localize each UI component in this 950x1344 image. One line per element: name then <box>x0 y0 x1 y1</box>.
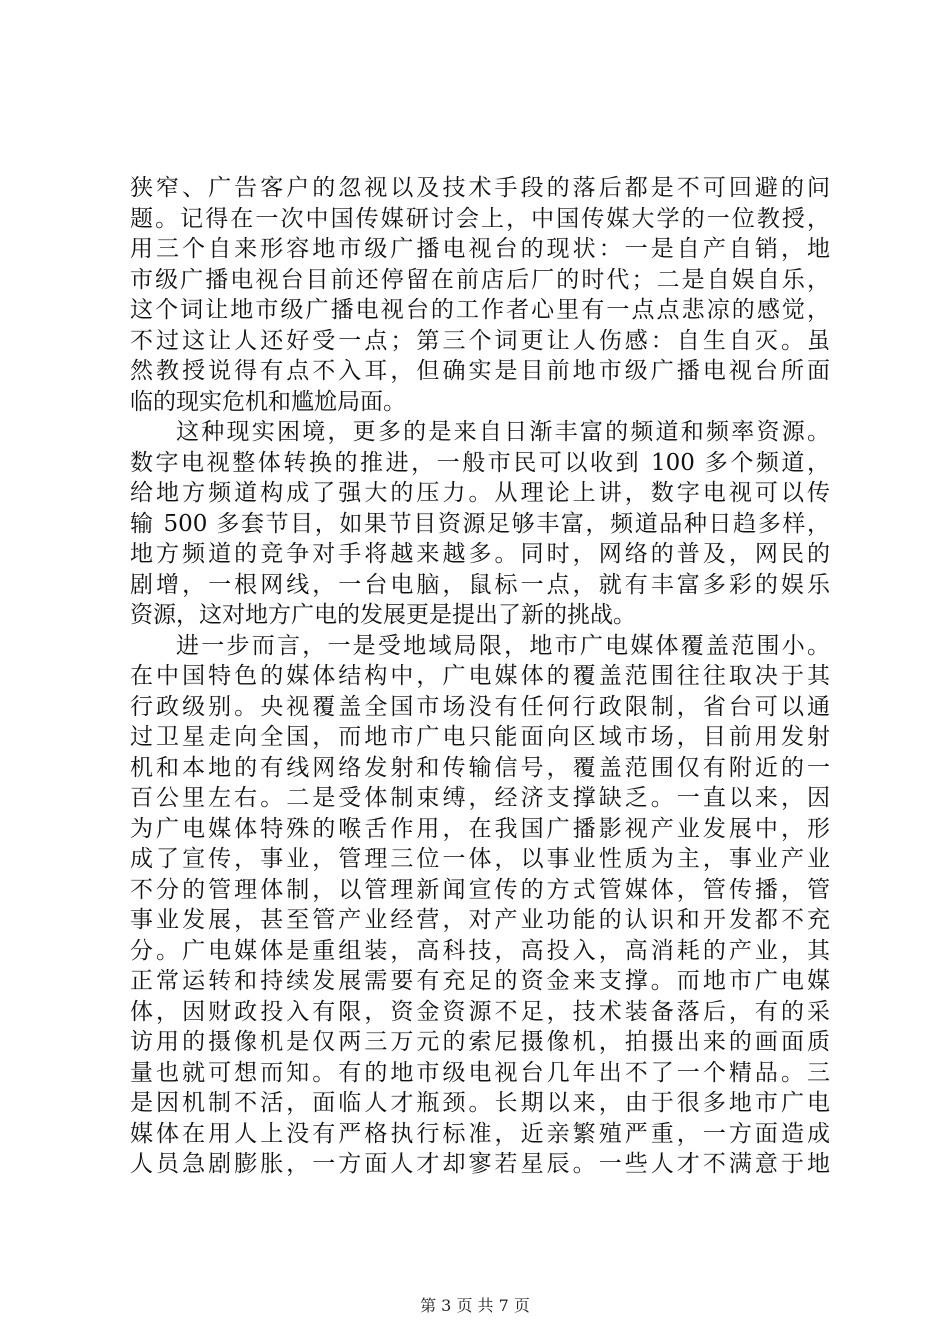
text-line: 这个词让地市级广播电视台的工作者心里有一点点悲凉的感觉， <box>130 297 830 323</box>
text-line: 题。记得在一次中国传媒研讨会上，中国传媒大学的一位教授， <box>130 205 830 232</box>
text-line: 为广电媒体特殊的喉舌作用，在我国广播影视产业发展中，形 <box>130 815 830 842</box>
text-line: 这种现实困境，更多的是来自日渐丰富的频道和频率资源。 <box>176 419 830 445</box>
text-line: 地方频道的竞争对手将越来越多。同时，网络的普及，网民的 <box>130 541 830 567</box>
body-text <box>130 173 830 1180</box>
text-line: 市级广播电视台目前还停留在前店后厂的时代；二是自娱自乐， <box>130 266 830 293</box>
text-line: 不过这让人还好受一点；第三个词更让人伤感：自生自灭。虽 <box>130 327 830 354</box>
text-line: 正常运转和持续发展需要有充足的资金来支撑。而地市广电媒 <box>130 968 830 994</box>
text-line: 剧增，一根网线，一台电脑，鼠标一点，就有丰富多彩的娱乐 <box>130 571 830 598</box>
text-line: 行政级别。央视覆盖全国市场没有任何行政限制，省台可以通 <box>130 693 830 720</box>
text-line: 狭窄、广告客户的忽视以及技术手段的落后都是不可回避的问 <box>130 175 830 201</box>
text-line: 在中国特色的媒体结构中，广电媒体的覆盖范围往往取决于其 <box>130 663 830 689</box>
text-line: 媒体在用人上没有严格执行标准，近亲繁殖严重，一方面造成 <box>130 1120 830 1147</box>
text-line: 是因机制不活，面临人才瓶颈。长期以来，由于很多地市广电 <box>130 1090 830 1116</box>
text-line: 输 500 多套节目，如果节目资源足够丰富，频道品种日趋多样， <box>130 510 830 537</box>
text-line: 资源，这对地方广电的发展更是提出了新的挑战。 <box>130 602 636 628</box>
text-line: 量也就可想而知。有的地市级电视台几年出不了一个精品。三 <box>130 1059 830 1086</box>
text-line: 人员急剧膨胀，一方面人才却寥若星辰。一些人才不满意于地 <box>130 1151 830 1177</box>
text-line: 临的现实危机和尴尬局面。 <box>130 388 406 415</box>
text-line: 访用的摄像机是仅两三万元的索尼摄像机，拍摄出来的画面质 <box>130 1029 830 1055</box>
text-line: 分。广电媒体是重组装，高科技，高投入，高消耗的产业，其 <box>130 937 830 964</box>
text-line: 给地方频道构成了强大的压力。从理论上讲，数字电视可以传 <box>130 480 830 506</box>
text-line: 过卫星走向全国，而地市广电只能面向区域市场，目前用发射 <box>130 724 830 750</box>
page-number-footer: 第 3 页 共 7 页 <box>420 1296 530 1315</box>
text-line: 然教授说得有点不入耳，但确实是目前地市级广播电视台所面 <box>130 358 830 384</box>
text-line: 用三个自来形容地市级广播电视台的现状：一是自产自销，地 <box>130 236 830 262</box>
text-line: 百公里左右。二是受体制束缚，经济支撑缺乏。一直以来，因 <box>130 785 830 811</box>
text-line: 进一步而言，一是受地域局限，地市广电媒体覆盖范围小。 <box>176 632 830 659</box>
text-line: 成了宣传，事业，管理三位一体，以事业性质为主，事业产业 <box>130 846 830 872</box>
text-line: 不分的管理体制，以管理新闻宣传的方式管媒体，管传播，管 <box>130 876 830 903</box>
text-line: 体，因财政投入有限，资金资源不足，技术装备落后，有的采 <box>130 998 830 1025</box>
text-line: 数字电视整体转换的推进，一般市民可以收到 100 多个频道， <box>130 449 830 476</box>
text-line: 事业发展，甚至管产业经营，对产业功能的认识和开发都不充 <box>130 907 830 933</box>
text-line: 机和本地的有线网络发射和传输信号，覆盖范围仅有附近的一 <box>130 754 830 781</box>
